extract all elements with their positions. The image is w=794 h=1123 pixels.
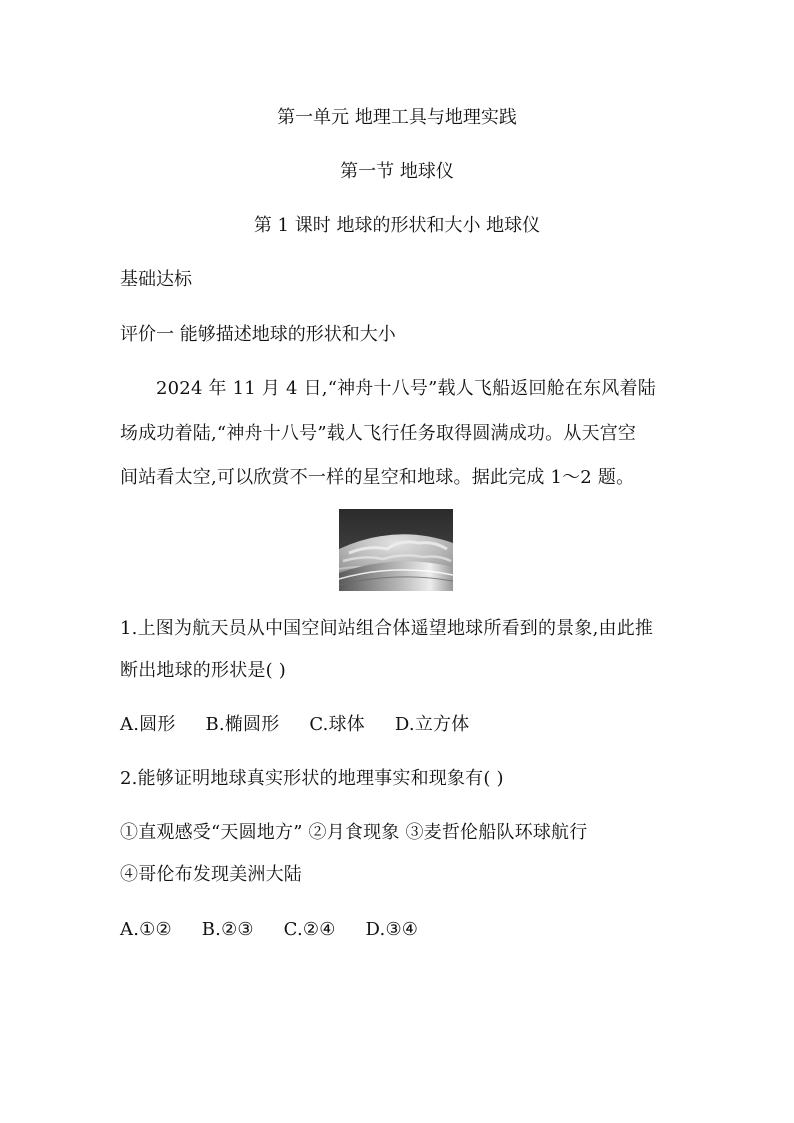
question-2-line: 2.能够证明地球真实形状的地理事实和现象有( ) <box>120 768 504 789</box>
question-2-options <box>120 918 418 942</box>
evaluation-heading: 评价一 能够描述地球的形状和大小 <box>120 324 396 345</box>
question-1-line: 1.上图为航天员从中国空间站组合体遥望地球所看到的景象,由此推 <box>120 618 654 639</box>
option-c: C.球体 <box>309 714 365 735</box>
option-a: A.圆形 <box>120 714 176 735</box>
passage-line: 2024 年 11 月 4 日,“神舟十八号”载人飞船返回舱在东风着陆 <box>156 378 656 399</box>
question-1-line: 断出地球的形状是( ) <box>120 660 286 681</box>
passage-line: 间站看太空,可以欣赏不一样的星空和地球。据此完成 1～2 题。 <box>120 467 635 488</box>
option-b: B.椭圆形 <box>205 714 280 735</box>
question-1-options <box>120 713 469 737</box>
option-d: D.立方体 <box>394 714 470 735</box>
section-heading: 基础达标 <box>120 269 192 290</box>
option-b: B.②③ <box>201 919 254 940</box>
earth-photo-graphic <box>339 509 453 591</box>
section-title: 第一节 地球仪 <box>340 161 454 182</box>
option-c: C.②④ <box>283 919 336 940</box>
passage-line: 场成功着陆,“神舟十八号”载人飞行任务取得圆满成功。从天宫空 <box>120 423 637 444</box>
question-2-line: ①直观感受“天圆地方” ②月食现象 ③麦哲伦船队环球航行 <box>120 822 588 843</box>
lesson-title: 第 1 课时 地球的形状和大小 地球仪 <box>253 215 541 236</box>
option-d: D.③④ <box>365 919 419 940</box>
question-2-line: ④哥伦布发现美洲大陆 <box>120 864 302 885</box>
option-a: A.①② <box>120 919 172 940</box>
unit-title: 第一单元 地理工具与地理实践 <box>277 107 517 128</box>
earth-photo <box>339 509 453 591</box>
